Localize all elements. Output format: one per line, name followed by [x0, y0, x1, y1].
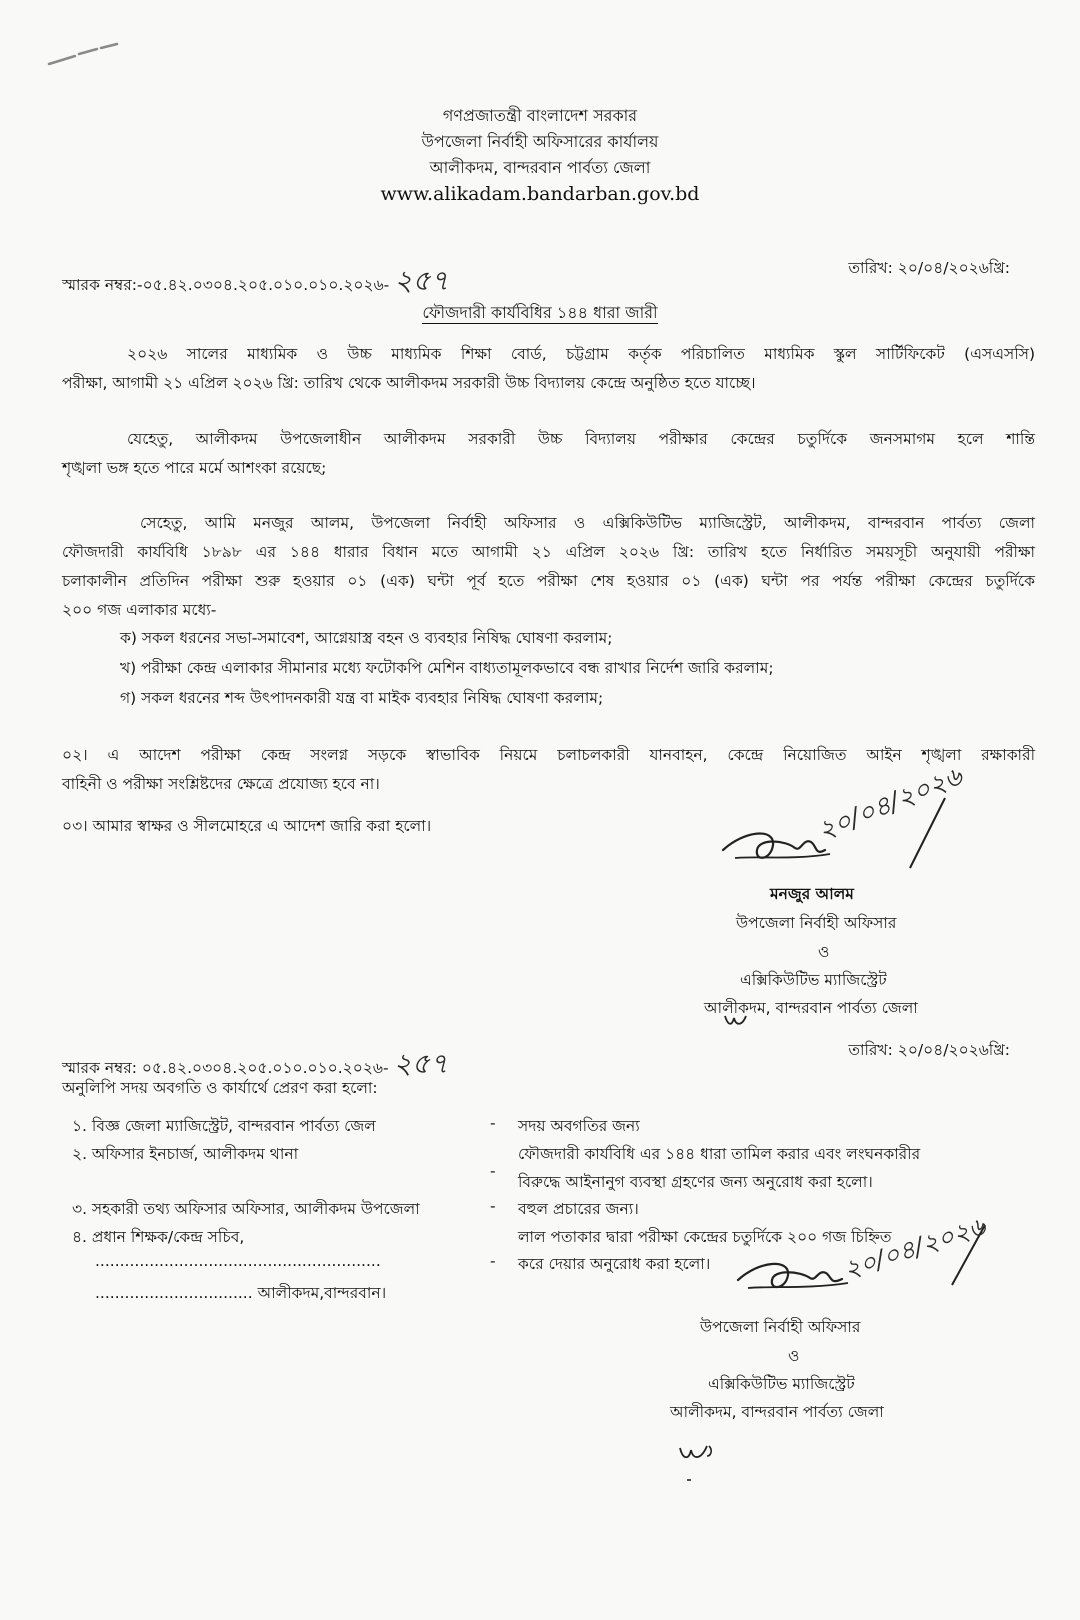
subject-wrapper	[0, 300, 1080, 327]
signature-1-date: ২০/০৪/২০২৬	[813, 761, 967, 847]
cc-dash: -	[490, 1162, 496, 1180]
paragraph-2	[62, 425, 1035, 483]
cc-action-4a: লাল পতাকার দ্বারা পরীক্ষা কেন্দ্রের চতুর্দিকে ২০০ গজ চিহ্নিত	[518, 1228, 892, 1246]
cc-recipient-4: ৪. প্রধান শিক্ষক/কেন্দ্র সচিব,	[72, 1228, 245, 1246]
header-location: আলীকদম, বান্দরবান পার্বত্য জেলা	[429, 158, 651, 177]
scan-mark-icon	[45, 40, 135, 70]
signature-2-date: ২০/০৪/২০২৬	[840, 1211, 989, 1285]
signer-place: আলীকদম, বান্দরবান পার্বত্য জেলা	[704, 999, 918, 1017]
paragraph-3	[62, 509, 1035, 625]
paragraph-1-line: ২০২৬ সালের মাধ্যমিক ও উচ্চ মাধ্যমিক শিক্ষা বোর্ড, চট্টগ্রাম কর্তৃক পরিচালিত মাধ্যমিক স্কুল সার্টিফিকেট (এসএসসি)	[127, 345, 1035, 363]
memo2-ref-handwritten: ২৫৭	[393, 1047, 449, 1080]
signer2-and: ও	[788, 1347, 800, 1365]
paragraph-3-line: সেহেতু, আমি মনজুর আলম, উপজেলা নির্বাহী অফিসার ও এক্সিকিউটিভ ম্যাজিস্ট্রেট, আলীকদম, বান্দরবান পার্বত্য জেলা	[140, 514, 1035, 532]
signer2-designation: উপজেলা নির্বাহী অফিসার	[700, 1318, 861, 1336]
order-item-kha: খ) পরীক্ষা কেন্দ্র এলাকার সীমানার মধ্যে ফটোকপি মেশিন বাধ্যতামূলকভাবে বন্ধ রাখার নির্দেশ জারি করলাম;	[120, 659, 774, 677]
paragraph-4-line: ০২। এ আদেশ পরীক্ষা কেন্দ্র সংলগ্ন সড়কে স্বাভাবিক নিয়মে চলাচলকারী যানবাহন, কেন্দ্রে নিয়োজিত আইন শৃঙ্খলা রক্ষাকারী	[62, 746, 1035, 764]
cc-action-1: সদয় অবগতির জন্য	[518, 1117, 640, 1135]
initial-mark-icon	[722, 1012, 752, 1030]
order-item-ka: ক) সকল ধরনের সভা-সমাবেশ, আগ্নেয়াস্ত্র বহন ও ব্যবহার নিষিদ্ধ ঘোষণা করলাম;	[120, 629, 613, 647]
cc-action-4b: করে দেয়ার অনুরোধ করা হলো।	[518, 1255, 711, 1273]
signer-role: এক্সিকিউটিভ ম্যাজিস্ট্রেট	[740, 971, 887, 989]
header-office: উপজেলা নির্বাহী অফিসারের কার্যালয়	[421, 132, 659, 151]
paragraph-1-line: পরীক্ষা, আগামী ২১ এপ্রিল ২০২৬ খ্রি: তারিখ থেকে আলীকদম সরকারী উচ্চ বিদ্যালয় কেন্দ্রে অনুষ্ঠিত হতে যাচ্ছে।	[62, 374, 756, 392]
paragraph-4-line: বাহিনী ও পরীক্ষা সংশ্লিষ্টদের ক্ষেত্রে প্রযোজ্য হবে না।	[62, 775, 380, 793]
signer-designation: উপজেলা নির্বাহী অফিসার	[736, 914, 897, 932]
memo1-ref-label: স্মারক নম্বর:-০৫.৪২.০৩০৪.২০৫.০১০.০১০.২০২৬-	[62, 276, 390, 294]
cc-dash: -	[490, 1252, 496, 1270]
header-govt: গণপ্রজাতন্ত্রী বাংলাদেশ সরকার	[442, 106, 638, 125]
signer2-place: আলীকদম, বান্দরবান পার্বত্য জেলা	[670, 1403, 884, 1421]
signer2-role: এক্সিকিউটিভ ম্যাজিস্ট্রেট	[708, 1375, 855, 1393]
cc-action-3: বহুল প্রচারের জন্য।	[518, 1200, 639, 1218]
subject-title: ফৌজদারী কার্যবিধির ১৪৪ ধারা জারী	[422, 303, 658, 322]
memo1-ref-handwritten: ২৫৭	[394, 264, 449, 297]
cc-recipient-2: ২. অফিসার ইনচার্জ, আলীকদম থানা	[72, 1145, 299, 1163]
memo2-ref-label: স্মারক নম্বর: ০৫.৪২.০৩০৪.২০৫.০১০.০১০.২০২৬-	[62, 1059, 389, 1077]
memo1-ref-number	[62, 259, 449, 306]
paragraph-3-line: ২০০ গজ এলাকার মধ্যে-	[62, 601, 217, 619]
paragraph-2-line: যেহেতু, আলীকদম উপজেলাধীন আলীকদম সরকারী উচ্চ বিদ্যালয় পরীক্ষার কেন্দ্রের চতুর্দিকে জনসমাগম হলে শান্তি	[127, 430, 1035, 448]
cc-recipient-blank-line: ..........................................................	[95, 1252, 381, 1270]
cc-recipient-1: ১. বিজ্ঞ জেলা ম্যাজিস্ট্রেট, বান্দরবান পার্বত্য জেল	[72, 1117, 376, 1135]
initial-mark-2-icon	[677, 1440, 717, 1490]
memo1-date: তারিখ: ২০/০৪/২০২৬খ্রি:	[848, 259, 1010, 277]
signer-and: ও	[818, 943, 830, 961]
cc-recipient-3: ৩. সহকারী তথ্য অফিসার অফিসার, আলীকদম উপজেলা	[72, 1200, 420, 1218]
cc-recipient-address: ................................ আলীকদম,বান্দরবান।	[95, 1284, 387, 1302]
cc-action-2a: ফৌজদারী কার্যবিধি এর ১৪৪ ধারা তামিল করার এবং লংঘনকারীর	[518, 1145, 921, 1163]
cc-action-2b: বিরুদ্ধে আইনানুগ ব্যবস্থা গ্রহণের জন্য অনুরোধ করা হলো।	[518, 1173, 873, 1191]
header-website: www.alikadam.bandarban.gov.bd	[380, 183, 700, 205]
paragraph-3-line: ফৌজদারী কার্যবিধি ১৮৯৮ এর ১৪৪ ধারার বিধান মতে আগামী ২১ এপ্রিল ২০২৬ খ্রি: তারিখ হতে নির্ধারিত সময়সূচী অনুযায়ী পরীক্ষা	[62, 543, 1035, 561]
cc-dash: -	[490, 1114, 496, 1132]
cc-dash: -	[490, 1197, 496, 1215]
order-item-ga: গ) সকল ধরনের শব্দ উৎপাদনকারী যন্ত্র বা মাইক ব্যবহার নিষিদ্ধ ঘোষণা করলাম;	[120, 689, 604, 707]
paragraph-1	[62, 340, 1035, 398]
paragraph-3-line: চলাকালীন প্রতিদিন পরীক্ষা শুরু হওয়ার ০১ (এক) ঘন্টা পূর্ব হতে পরীক্ষা শেষ হওয়ার ০১ (এক) ঘন্টা পর পর্যন্ত পরীক্ষা কেন্দ্রের চতুর্দিকে	[62, 572, 1035, 590]
paragraph-5: ০৩। আমার স্বাক্ষর ও সীলমোহরে এ আদেশ জারি করা হলো।	[62, 817, 432, 835]
paragraph-2-line: শৃঙ্খলা ভঙ্গ হতে পারে মর্মে আশংকা রয়েছে;	[62, 459, 327, 477]
signer-name: মনজুর আলম	[770, 885, 854, 903]
memo2-date: তারিখ: ২০/০৪/২০২৬খ্রি:	[848, 1041, 1010, 1059]
cc-heading: অনুলিপি সদয় অবগতি ও কার্যার্থে প্রেরণ করা হলো:	[62, 1079, 378, 1097]
